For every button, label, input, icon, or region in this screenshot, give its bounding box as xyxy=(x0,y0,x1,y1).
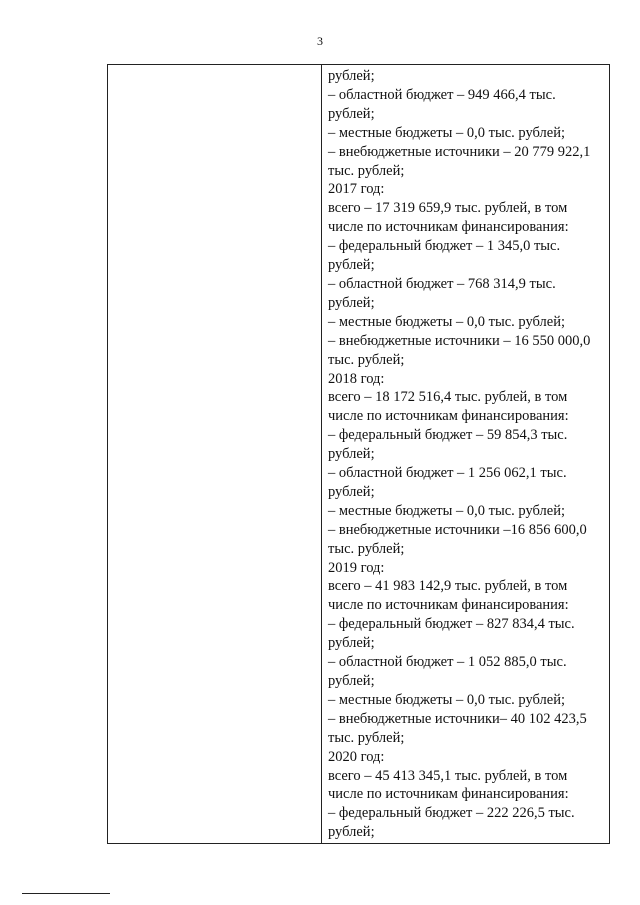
funding-text-line: – местные бюджеты – 0,0 тыс. рублей; xyxy=(328,124,565,141)
funding-text-line: – областной бюджет – 1 256 062,1 тыс. xyxy=(328,465,567,482)
funding-text-line: числе по источникам финансирования: xyxy=(328,597,569,614)
funding-text-line: рублей; xyxy=(328,824,375,841)
page-number: 3 xyxy=(317,34,323,48)
funding-text-line: – внебюджетные источники –16 856 600,0 xyxy=(328,521,587,538)
funding-text-line: 2017 год: xyxy=(328,181,385,198)
funding-text-line: – внебюджетные источники – 20 779 922,1 xyxy=(328,143,591,160)
funding-text-line: числе по источникам финансирования: xyxy=(328,408,569,425)
funding-text-line: рублей; xyxy=(328,483,375,500)
funding-text-line: – федеральный бюджет – 1 345,0 тыс. xyxy=(328,238,561,255)
funding-text-line: – местные бюджеты – 0,0 тыс. рублей; xyxy=(328,502,565,519)
funding-text-line: – областной бюджет – 949 466,4 тыс. xyxy=(328,86,556,103)
funding-text-line: рублей; xyxy=(328,257,375,274)
funding-text-line: – областной бюджет – 768 314,9 тыс. xyxy=(328,275,556,292)
funding-text-line: – федеральный бюджет – 59 854,3 тыс. xyxy=(328,427,568,444)
funding-text-line: рублей; xyxy=(328,105,375,122)
funding-text-line: всего – 17 319 659,9 тыс. рублей, в том xyxy=(328,200,568,217)
funding-text-line: – местные бюджеты – 0,0 тыс. рублей; xyxy=(328,691,565,708)
funding-text-line: всего – 45 413 345,1 тыс. рублей, в том xyxy=(328,767,568,784)
table-left-cell xyxy=(108,65,321,843)
table-right-cell xyxy=(328,67,608,842)
funding-text-line: всего – 18 172 516,4 тыс. рублей, в том xyxy=(328,389,568,406)
financing-table xyxy=(107,64,610,844)
funding-text-line: – местные бюджеты – 0,0 тыс. рублей; xyxy=(328,313,565,330)
funding-text-line: рублей; xyxy=(328,294,375,311)
funding-text-line: – федеральный бюджет – 222 226,5 тыс. xyxy=(328,805,575,822)
funding-text-line: числе по источникам финансирования: xyxy=(328,219,569,236)
funding-text-line: – федеральный бюджет – 827 834,4 тыс. xyxy=(328,616,575,633)
funding-text-line: рублей; xyxy=(328,68,375,84)
funding-text-line: – внебюджетные источники– 40 102 423,5 xyxy=(328,710,587,727)
funding-text-line: рублей; xyxy=(328,446,375,463)
table-column-divider xyxy=(321,65,322,843)
funding-text-line: всего – 41 983 142,9 тыс. рублей, в том xyxy=(328,578,568,595)
funding-text-line: тыс. рублей; xyxy=(328,351,405,368)
footnote-rule xyxy=(22,893,110,894)
funding-text-line: числе по источникам финансирования: xyxy=(328,786,569,803)
funding-text-line: тыс. рублей; xyxy=(328,540,405,557)
funding-text-line: – областной бюджет – 1 052 885,0 тыс. xyxy=(328,654,567,671)
funding-text-line: тыс. рублей; xyxy=(328,162,405,179)
funding-text-line: 2020 год: xyxy=(328,748,385,765)
funding-text-line: рублей; xyxy=(328,635,375,652)
funding-text-line: – внебюджетные источники – 16 550 000,0 xyxy=(328,332,591,349)
funding-text-line: 2019 год: xyxy=(328,559,385,576)
funding-text-line: 2018 год: xyxy=(328,370,385,387)
funding-text-line: тыс. рублей; xyxy=(328,729,405,746)
funding-text-line: рублей; xyxy=(328,673,375,689)
